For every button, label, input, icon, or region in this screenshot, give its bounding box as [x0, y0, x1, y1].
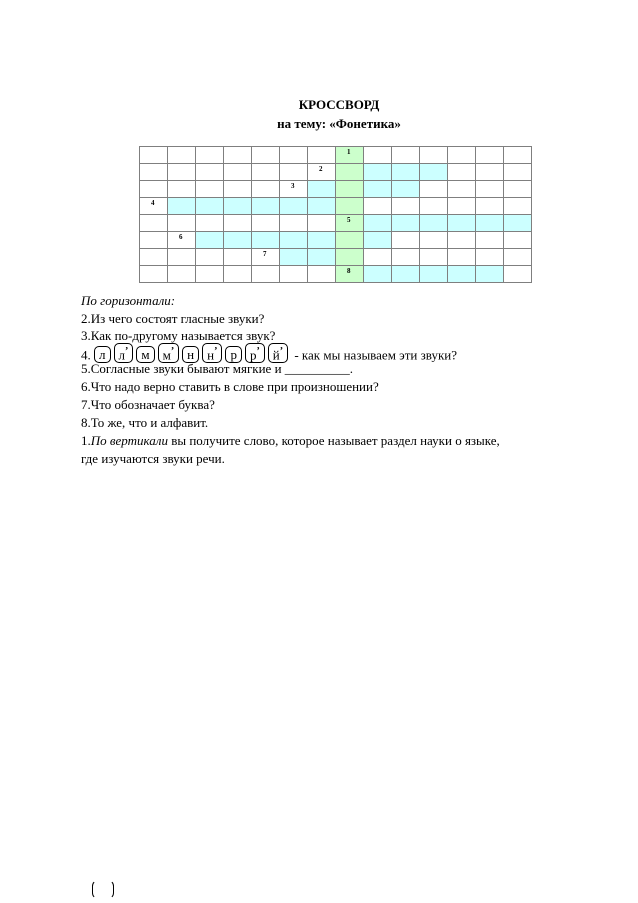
crossword-cell	[420, 181, 448, 198]
crossword-cell	[392, 249, 420, 266]
crossword-cell	[420, 266, 448, 283]
crossword-cell	[252, 181, 280, 198]
crossword-cell	[392, 181, 420, 198]
crossword-cell	[504, 249, 532, 266]
crossword-cell	[476, 164, 504, 181]
crossword-cell	[252, 164, 280, 181]
crossword-cell	[420, 232, 448, 249]
crossword-cell	[308, 266, 336, 283]
crossword-cell	[140, 249, 168, 266]
crossword-cell	[420, 215, 448, 232]
crossword-cell	[448, 215, 476, 232]
question-3: 3.Как по-другому называется звук?	[81, 328, 276, 343]
horizontal-heading: По горизонтали:	[81, 293, 176, 308]
crossword-cell	[448, 164, 476, 181]
crossword-cell	[308, 232, 336, 249]
crossword-cell	[252, 215, 280, 232]
crossword-cell	[420, 147, 448, 164]
question-4-text: - как мы называем эти звуки?	[294, 347, 458, 363]
crossword-cell	[224, 198, 252, 215]
softness-mark: ’	[125, 346, 129, 357]
crossword-cell	[308, 164, 336, 181]
softness-mark: ’	[170, 346, 175, 357]
crossword-cell	[252, 249, 280, 266]
clue-number: 2	[319, 165, 323, 173]
crossword-cell	[364, 215, 392, 232]
crossword-cell	[140, 215, 168, 232]
softness-mark: ’	[279, 346, 284, 357]
crossword-cell	[168, 181, 196, 198]
crossword-cell	[224, 249, 252, 266]
crossword-cell	[168, 249, 196, 266]
crossword-cell	[196, 232, 224, 249]
crossword-cell	[336, 198, 364, 215]
crossword-row	[140, 232, 532, 249]
crossword-cell	[280, 181, 308, 198]
crossword-cell	[252, 198, 280, 215]
sound-bracket: й’	[268, 343, 288, 363]
crossword-cell	[280, 164, 308, 181]
crossword-cell	[168, 215, 196, 232]
crossword-cell	[364, 181, 392, 198]
crossword-cell	[392, 147, 420, 164]
crossword-cell	[336, 181, 364, 198]
crossword-cell	[308, 249, 336, 266]
question-4-number: 4.	[81, 347, 91, 363]
vertical-question: 1.По вертикали вы получите слово, которое называет раздел науки о языке,	[81, 433, 500, 448]
question-8: 8.То же, что и алфавит.	[81, 415, 209, 430]
crossword-cell	[224, 147, 252, 164]
clue-number: 6	[179, 233, 183, 241]
clue-number: 4	[151, 199, 155, 207]
crossword-cell	[168, 232, 196, 249]
crossword-cell	[476, 181, 504, 198]
crossword-cell	[336, 249, 364, 266]
softness-mark: ’	[256, 346, 260, 357]
crossword-cell	[504, 198, 532, 215]
crossword-cell	[224, 266, 252, 283]
crossword-grid	[139, 146, 532, 283]
crossword-cell	[476, 198, 504, 215]
crossword-cell	[336, 164, 364, 181]
sound-bracket: р	[225, 346, 242, 363]
crossword-cell	[196, 147, 224, 164]
crossword-cell	[280, 147, 308, 164]
crossword-cell	[196, 164, 224, 181]
crossword-cell	[364, 232, 392, 249]
crossword-title: КРОССВОРД	[298, 97, 380, 112]
crossword-cell	[140, 198, 168, 215]
clue-number: 8	[347, 267, 351, 275]
crossword-cell	[196, 198, 224, 215]
crossword-cell	[224, 181, 252, 198]
clue-number: 3	[291, 182, 295, 190]
crossword-cell	[140, 266, 168, 283]
crossword-cell	[420, 164, 448, 181]
crossword-cell	[504, 164, 532, 181]
crossword-row	[140, 181, 532, 198]
crossword-cell	[448, 198, 476, 215]
crossword-cell	[504, 147, 532, 164]
softness-mark: ’	[214, 346, 218, 357]
crossword-cell	[448, 249, 476, 266]
crossword-cell	[308, 198, 336, 215]
crossword-cell	[196, 215, 224, 232]
crossword-cell	[252, 232, 280, 249]
crossword-cell	[392, 232, 420, 249]
sound-bracket: л’	[114, 343, 134, 363]
crossword-cell	[140, 164, 168, 181]
question-2: 2.Из чего состоят гласные звуки?	[81, 311, 265, 326]
sound-bracket: м	[136, 346, 154, 363]
crossword-cell	[476, 147, 504, 164]
crossword-cell	[336, 266, 364, 283]
crossword-cell	[504, 232, 532, 249]
crossword-cell	[476, 232, 504, 249]
crossword-cell	[476, 266, 504, 283]
crossword-cell	[336, 147, 364, 164]
crossword-cell	[196, 266, 224, 283]
sound-bracket: р’	[245, 343, 265, 363]
crossword-cell	[224, 215, 252, 232]
crossword-cell	[336, 232, 364, 249]
crossword-cell	[280, 266, 308, 283]
crossword-cell	[280, 249, 308, 266]
question-5: 5.Согласные звуки бывают мягкие и __________.	[81, 361, 354, 376]
question-6: 6.Что надо верно ставить в слове при произношении?	[81, 379, 379, 394]
crossword-cell	[448, 232, 476, 249]
crossword-row	[140, 164, 532, 181]
crossword-cell	[168, 198, 196, 215]
crossword-cell	[336, 215, 364, 232]
question-7: 7.Что обозначает буква?	[81, 397, 215, 412]
crossword-row	[140, 215, 532, 232]
sound-bracket: н’	[202, 343, 222, 363]
crossword-cell	[280, 198, 308, 215]
crossword-cell	[308, 215, 336, 232]
crossword-cell	[448, 147, 476, 164]
crossword-cell	[140, 232, 168, 249]
crossword-row	[140, 249, 532, 266]
crossword-cell	[504, 215, 532, 232]
crossword-row	[140, 198, 532, 215]
sound-bracket: м’	[158, 343, 180, 363]
crossword-cell	[252, 266, 280, 283]
clue-number: 1	[347, 148, 351, 156]
sound-bracket: н	[182, 346, 199, 363]
clue-number: 5	[347, 216, 351, 224]
crossword-cell	[308, 181, 336, 198]
crossword-cell	[168, 164, 196, 181]
crossword-cell	[476, 249, 504, 266]
crossword-cell	[196, 181, 224, 198]
crossword-cell	[140, 181, 168, 198]
crossword-cell	[364, 164, 392, 181]
crossword-cell	[308, 147, 336, 164]
crossword-cell	[392, 215, 420, 232]
crossword-cell	[448, 266, 476, 283]
crossword-cell	[196, 249, 224, 266]
crossword-cell	[364, 147, 392, 164]
crossword-cell	[280, 215, 308, 232]
empty-bracket	[92, 880, 114, 899]
crossword-cell	[476, 215, 504, 232]
crossword-row	[140, 147, 532, 164]
crossword-cell	[420, 249, 448, 266]
crossword-cell	[224, 164, 252, 181]
crossword-cell	[140, 147, 168, 164]
crossword-cell	[364, 266, 392, 283]
crossword-cell	[280, 232, 308, 249]
crossword-cell	[364, 249, 392, 266]
crossword-cell	[252, 147, 280, 164]
sound-bracket: л	[94, 346, 111, 363]
crossword-cell	[392, 198, 420, 215]
crossword-cell	[168, 147, 196, 164]
crossword-cell	[448, 181, 476, 198]
crossword-cell	[392, 266, 420, 283]
clue-number: 7	[263, 250, 267, 258]
crossword-cell	[504, 266, 532, 283]
crossword-cell	[420, 198, 448, 215]
vertical-question-line2: где изучаются звуки речи.	[81, 451, 225, 466]
crossword-cell	[168, 266, 196, 283]
crossword-cell	[504, 181, 532, 198]
crossword-row	[140, 266, 532, 283]
crossword-subtitle: на тему: «Фонетика»	[277, 116, 401, 131]
crossword-cell	[392, 164, 420, 181]
crossword-cell	[224, 232, 252, 249]
crossword-cell	[364, 198, 392, 215]
